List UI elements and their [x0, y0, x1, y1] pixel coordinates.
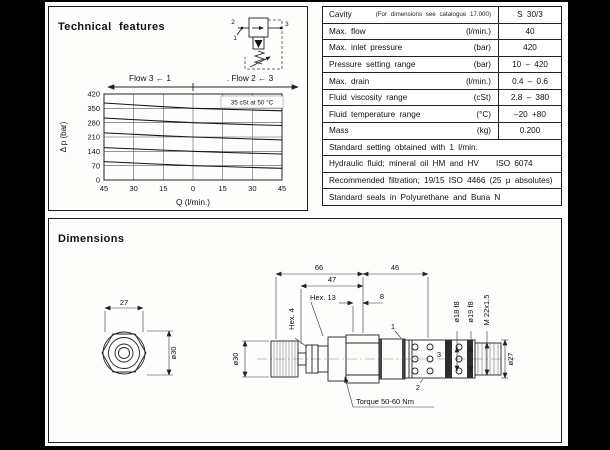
x-tick-label: 30 [248, 184, 257, 193]
spec-value: 2.8 – 380 [498, 90, 561, 106]
table-note: Standard seals in Polyurethane and Buna N [329, 192, 501, 202]
y-tick-label: 0 [95, 175, 100, 185]
x-tick-label: 45 [99, 184, 109, 193]
spec-value: 0.4 – 0.6 [498, 73, 561, 89]
spec-table [322, 6, 562, 206]
x-tick-label: 15 [159, 184, 168, 193]
spec-value: 40 [498, 24, 561, 40]
adjust-arrow-icon [250, 57, 270, 67]
technical-features-panel [48, 6, 308, 211]
dim-66: 66 [314, 263, 324, 272]
table-row [323, 7, 561, 24]
y-axis-title: Δ p (bar) [59, 121, 68, 153]
spec-unit: (l/min.) [465, 26, 491, 36]
spec-value: 420 [498, 40, 561, 56]
dim-hex4: Hex. 4 [287, 308, 296, 330]
spec-unit: (l/min.) [465, 76, 491, 86]
spec-value: 10 – 420 [498, 57, 561, 73]
port-1-label: 1 [390, 322, 396, 331]
spec-label: Max. drain [329, 76, 370, 86]
table-row [323, 73, 561, 90]
y-tick-label: 420 [87, 89, 100, 99]
performance-chart [49, 7, 307, 210]
valve-symbol-icon [237, 18, 283, 69]
dim-dia27: ø27 [506, 352, 515, 366]
pilot-dashed-line [245, 20, 282, 69]
x-tick-label: 0 [190, 184, 196, 193]
table-row [323, 24, 561, 41]
dim-across-flats: 27 [119, 298, 129, 307]
dim-hex13: Hex. 13 [310, 293, 336, 302]
symbol-port-2: 2 [231, 19, 235, 26]
y-tick-label: 210 [87, 132, 100, 142]
table-note-row [323, 173, 561, 190]
table-note-row [323, 140, 561, 157]
dimensions-title: Dimensions [58, 233, 125, 246]
symbol-port-1: 1 [233, 35, 237, 42]
flow-direction-arrow [108, 83, 298, 91]
dim-knob-dia: ø30 [231, 352, 240, 366]
dimension-drawing [49, 219, 561, 441]
spec-unit: (°C) [476, 109, 491, 119]
spec-unit: (cSt) [473, 93, 491, 103]
spec-unit: (kg) [476, 126, 491, 136]
catalog-page [45, 2, 568, 446]
spec-label: Max. inlet pressure [329, 43, 403, 53]
spec-unit: (bar) [473, 60, 491, 70]
spec-unit: (bar) [473, 43, 491, 53]
spec-value: 0.200 [498, 123, 561, 139]
relief-seat-triangle [255, 40, 263, 48]
technical-features-title: Technical features [58, 21, 165, 34]
torque-note: Torque 50-60 Nm [356, 397, 414, 406]
dim-47: 47 [327, 275, 337, 284]
spec-label: Fluid temperature range [329, 109, 421, 119]
spec-value: S 30/3 [498, 7, 561, 23]
flow-label-left: Flow 3 ← 1 [129, 73, 171, 83]
spec-value: –20 +80 [498, 106, 561, 122]
dim-dia19: ø19 f8 [466, 301, 475, 323]
dim-8: 8 [379, 292, 385, 301]
port-3-label: 3 [436, 350, 442, 359]
dim-dia18: ø18 f8 [452, 301, 461, 323]
y-tick-label: 70 [91, 161, 100, 171]
port-2-label: 2 [415, 383, 421, 392]
table-row [323, 40, 561, 57]
x-tick-label: 45 [277, 184, 287, 193]
table-note: Recommended filtration; 19/15 ISO 4466 (25 μ absolutes) [329, 176, 553, 186]
flow-label-right: . Flow 2 ← 3 [226, 73, 274, 83]
spec-unit: (For dimensions see catalogue 17.000) [375, 11, 491, 19]
table-note-row [323, 189, 561, 205]
table-row [323, 123, 561, 140]
end-view-drawing [102, 332, 146, 374]
spec-label: Pressure setting range [329, 60, 416, 70]
spec-label: Mass [329, 126, 349, 136]
dimensions-panel [48, 218, 562, 443]
table-note-row [323, 156, 561, 173]
spec-label: Fluid viscosity range [329, 93, 408, 103]
x-tick-label: 15 [218, 184, 227, 193]
x-axis-title: Q (l/min.) [175, 197, 211, 207]
y-tick-label: 280 [87, 118, 100, 128]
viscosity-note: 35 cSt at 50 °C [230, 99, 274, 107]
y-tick-label: 350 [87, 104, 100, 114]
dim-46: 46 [390, 263, 400, 272]
table-row [323, 106, 561, 123]
table-row [323, 57, 561, 74]
x-tick-label: 30 [129, 184, 138, 193]
dim-end-outer-dia: ø30 [169, 346, 178, 360]
table-note: Hydraulic fluid; mineral oil HM and HV ISO 6074 [329, 159, 533, 169]
dim-thread: M 22x1.5 [482, 294, 491, 326]
table-note: Standard setting obtained with 1 l/min. [329, 142, 478, 152]
spec-label: Cavity [329, 10, 352, 20]
symbol-port-3: 3 [285, 21, 289, 28]
y-tick-label: 140 [87, 147, 100, 157]
spec-label: Max. flow [329, 26, 366, 36]
table-row [323, 90, 561, 107]
